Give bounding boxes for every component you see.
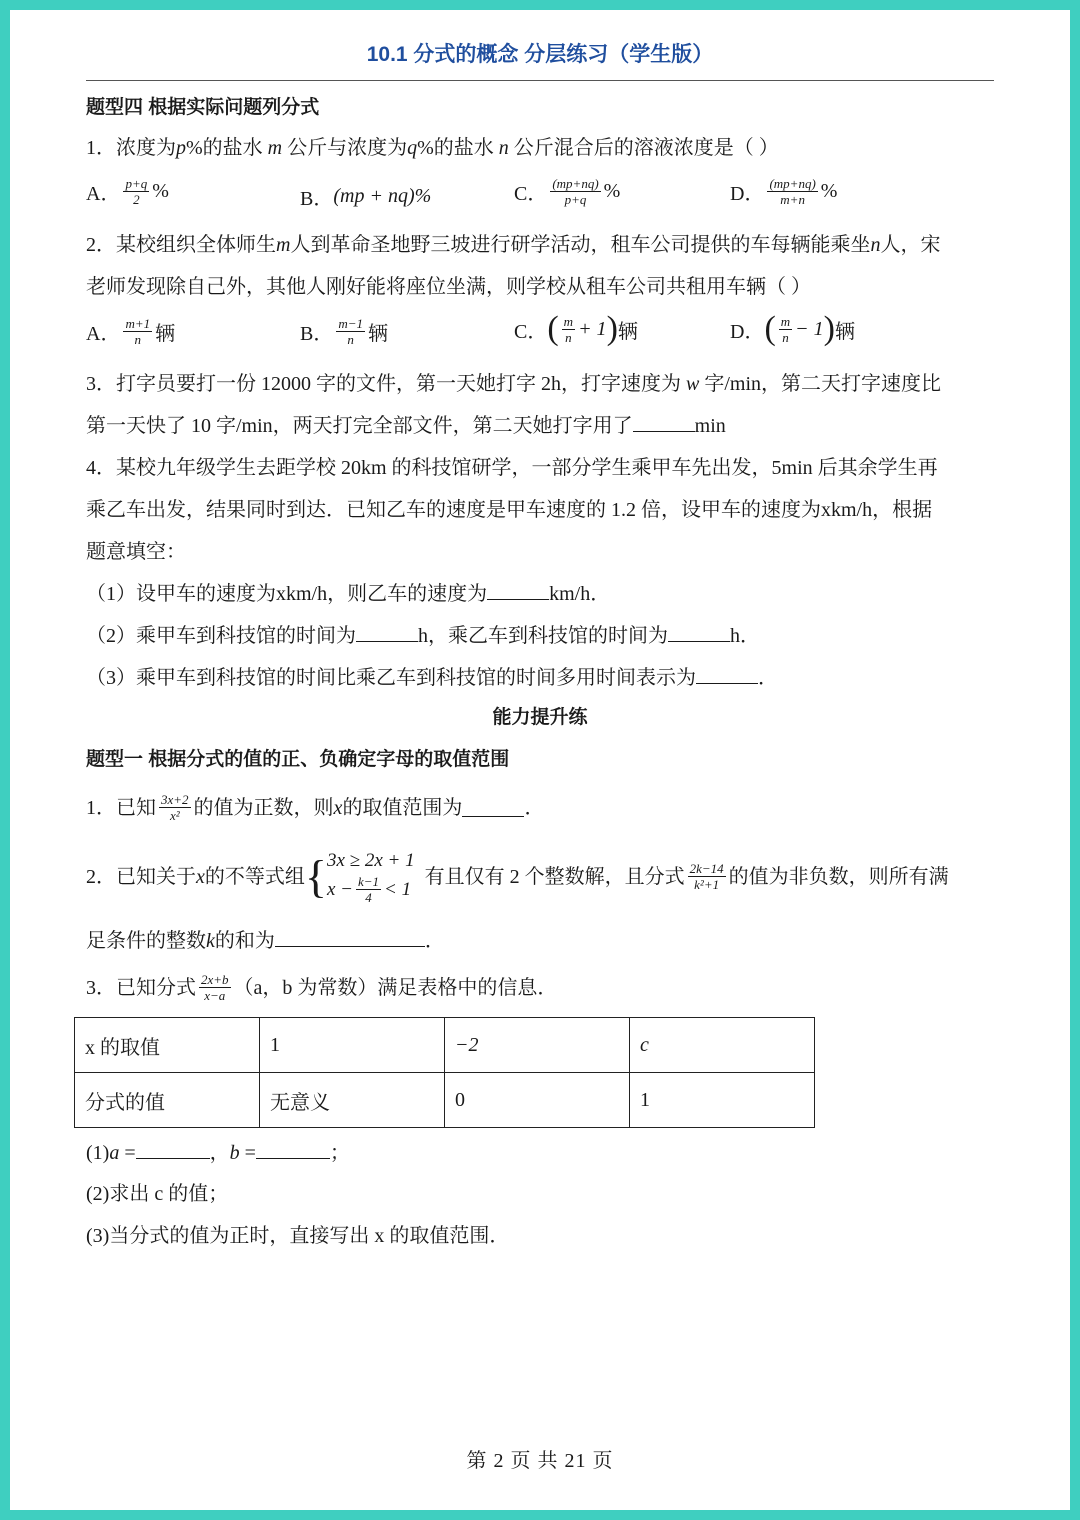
numerator: m−1 [338, 316, 364, 331]
denominator: n [782, 329, 789, 345]
info-table [74, 1017, 815, 1128]
denominator: p+q [564, 192, 587, 207]
numerator: (mp+nq) [769, 176, 816, 191]
option-label: B． [300, 188, 334, 210]
numerator: m+1 [125, 316, 151, 331]
question-4-line-1: 4．某校九年级学生去距学校 20km 的科技馆研学，一部分学生乘甲车先出发，5min 后其余学生再 [86, 457, 938, 479]
q2-text: 人到革命圣地野三坡进行研学活动，租车公司提供的车每辆能乘坐 [290, 234, 871, 256]
q2-text: 2．某校组织全体师生 [86, 234, 276, 256]
sub-text: ； [329, 1142, 350, 1164]
denominator: x−a [204, 988, 226, 1003]
option-label: C． [514, 183, 548, 205]
var-n: n [498, 137, 509, 159]
denominator: n [347, 332, 354, 347]
question-2-line-1 [86, 231, 940, 259]
q-text: 的和为 [214, 930, 275, 952]
sub-text: ． [758, 667, 778, 689]
numerator: (mp+nq) [552, 176, 599, 191]
option-expression: (mp + nq)% [333, 185, 432, 207]
question-4-line-3: 题意填空： [86, 541, 186, 563]
option-label: A． [86, 323, 121, 345]
fraction [550, 176, 600, 207]
sub-text: h，乘乙车到科技馆的时间为 [418, 625, 668, 647]
sub-text: h． [730, 625, 760, 647]
q-text: 2．已知关于 [86, 865, 196, 888]
section-heading: 题型一 根据分式的值的正、负确定字母的取值范围 [86, 749, 510, 770]
brace: { [304, 850, 327, 902]
q-text: 3．已知分式 [86, 976, 196, 999]
q2-option-c[interactable] [514, 312, 638, 346]
table-cell: 0 [445, 1073, 630, 1128]
fraction [123, 316, 152, 347]
option-suffix: 辆 [368, 323, 389, 345]
close-paren: ) [606, 310, 618, 347]
title-divider [86, 80, 994, 81]
ability-question-2-line-1 [86, 848, 949, 905]
numerator: 2k−14 [689, 861, 724, 876]
q3-text: 字/min，第二天打字速度比 [704, 373, 942, 395]
denominator: k²+1 [694, 877, 720, 892]
numerator: 3x+2 [161, 792, 189, 807]
answer-blank[interactable] [696, 665, 758, 684]
table-row [75, 1073, 815, 1128]
open-paren: ( [547, 310, 559, 347]
q-text: 1．已知 [86, 796, 156, 819]
sub-text: （1）设甲车的速度为xkm/h，则乙车的速度为 [86, 583, 488, 605]
option-label: A． [86, 183, 121, 205]
ineq-part: < 1 [384, 878, 412, 900]
ability-question-1 [86, 792, 544, 823]
ability-heading: 能力提升练 [492, 707, 588, 728]
question-4-sub-1 [86, 580, 610, 608]
q1-text: 公斤混合后的溶液浓度是（ ） [513, 137, 779, 159]
ability-question-3-sub-3: (3)当分式的值为正时，直接写出 x 的取值范围． [86, 1225, 510, 1247]
page-footer: 第 2 页 共 21 页 [466, 1450, 614, 1472]
answer-blank[interactable] [136, 1140, 210, 1159]
q1-text: 1．浓度为 [86, 137, 176, 159]
option-label: B． [300, 323, 334, 345]
table-cell: x 的取值 [75, 1018, 260, 1073]
q1-text: %的盐水 [417, 137, 494, 159]
table-cell: 分式的值 [75, 1073, 260, 1128]
operation: − 1 [795, 317, 824, 340]
var-k: k [206, 930, 215, 952]
q2-text: 人，宋 [880, 234, 941, 256]
q1-text: 公斤与浓度为 [287, 137, 408, 159]
var-w: w [686, 373, 700, 395]
option-suffix: 辆 [155, 323, 176, 345]
q3-text: 3．打字员要打一份 12000 字的文件，第一天她打字 2h，打字速度为 [86, 373, 681, 395]
option-label: D． [730, 183, 765, 205]
q1-option-c[interactable] [514, 176, 620, 207]
denominator: m+n [780, 192, 805, 207]
var-p: p [176, 137, 186, 159]
table-cell: 1 [630, 1073, 815, 1128]
var-a: a [109, 1142, 120, 1164]
open-paren: ( [764, 310, 776, 347]
fraction [159, 792, 191, 823]
fraction [688, 861, 726, 892]
fraction [123, 176, 149, 207]
var-n: n [870, 234, 881, 256]
numerator: 2x+b [201, 972, 229, 987]
document-page [10, 10, 1070, 1510]
question-2-line-2: 老师发现除自己外，其他人刚好能将座位坐满，则学校从租车公司共租用车辆（ ） [86, 276, 811, 298]
q-text: 的值为正数，则 [193, 796, 334, 819]
q-text: ． [524, 796, 545, 819]
sub-text: = [119, 1142, 136, 1164]
q2-option-b[interactable] [300, 316, 388, 347]
table-cell: −2 [445, 1018, 630, 1073]
fraction [767, 176, 817, 207]
var-b: b [229, 1142, 240, 1164]
question-4-sub-3 [86, 664, 778, 692]
answer-blank[interactable] [356, 623, 418, 642]
q1-option-a[interactable] [86, 176, 169, 207]
q-text: ． [424, 930, 445, 952]
option-label: C． [514, 320, 548, 343]
option-suffix: 辆 [835, 320, 855, 343]
answer-blank[interactable] [633, 413, 695, 432]
numerator: m [780, 313, 791, 329]
question-4-line-2: 乘乙车出发，结果同时到达．已知乙车的速度是甲车速度的 1.2 倍，设甲车的速度为xkm/h，根据 [86, 499, 933, 521]
numerator: m [563, 313, 574, 329]
answer-blank[interactable] [462, 798, 524, 817]
inequality-1: 3x ≥ 2x + 1 [326, 850, 415, 871]
table-cell: 无意义 [260, 1073, 445, 1128]
fraction [336, 316, 365, 347]
fraction [199, 972, 231, 1003]
q-text: 的值为非负数，则所有满 [728, 865, 949, 888]
option-suffix: 辆 [617, 320, 638, 343]
answer-blank[interactable] [668, 623, 730, 642]
option-suffix: % [152, 180, 169, 202]
q-text: 足条件的整数 [86, 930, 206, 952]
q3-text: min [694, 415, 726, 437]
sub-text: ， [209, 1142, 230, 1164]
option-label: D． [730, 320, 765, 343]
q1-option-b[interactable] [300, 182, 431, 211]
answer-blank[interactable] [256, 1140, 330, 1159]
var-m: m [267, 137, 283, 159]
sub-text: （3）乘甲车到科技馆的时间比乘乙车到科技馆的时间多用时间表示为 [86, 667, 696, 689]
answer-blank[interactable] [275, 928, 425, 947]
option-suffix: % [820, 180, 838, 202]
close-paren: ) [823, 310, 835, 347]
denominator: 4 [365, 890, 372, 905]
inequality-system [327, 848, 415, 905]
q-text: 的不等式组 [204, 865, 305, 888]
denominator: n [134, 332, 142, 347]
ability-question-3 [86, 972, 557, 1003]
page-title: 10.1 分式的概念 分层练习（学生版） [366, 43, 714, 66]
q3-text: 第一天快了 10 字/min，两天打完全部文件，第二天她打字用了 [86, 415, 633, 437]
var-q: q [407, 137, 418, 159]
q2-option-a[interactable] [86, 316, 175, 347]
ability-question-3-sub-1 [86, 1139, 350, 1167]
fraction [356, 874, 381, 905]
denominator: n [565, 329, 572, 345]
question-3-line-2 [86, 412, 726, 440]
ineq-part: x − [326, 878, 353, 900]
table-row [75, 1018, 815, 1073]
answer-blank[interactable] [487, 581, 549, 600]
table-cell: c [630, 1018, 815, 1073]
sub-text: （2）乘甲车到科技馆的时间为 [86, 625, 356, 647]
q1-option-d[interactable] [730, 176, 837, 207]
sub-text: km/h． [549, 583, 611, 605]
operation: + 1 [578, 317, 607, 340]
numerator: p+q [125, 176, 148, 191]
q-text: （a，b 为常数）满足表格中的信息． [233, 976, 558, 999]
q2-option-d[interactable] [730, 312, 855, 346]
inequality-2 [327, 874, 415, 905]
question-4-sub-2 [86, 622, 760, 650]
numerator: k−1 [358, 874, 380, 889]
var-x: x [196, 865, 205, 888]
ability-question-3-sub-2: (2)求出 c 的值； [86, 1183, 229, 1205]
denominator: 2 [133, 192, 140, 207]
q-text: 的取值范围为 [342, 796, 463, 819]
q-text: 有且仅有 2 个整数解，且分式 [424, 865, 685, 888]
fraction [562, 314, 575, 345]
sub-text: = [239, 1142, 256, 1164]
table-cell: 1 [260, 1018, 445, 1073]
section-heading: 题型四 根据实际问题列分式 [86, 97, 320, 118]
var-m: m [276, 234, 291, 256]
var-x: x [333, 796, 343, 819]
ability-question-2-line-2 [86, 927, 445, 955]
question-1 [86, 134, 779, 162]
sub-text: (1) [86, 1142, 110, 1164]
option-suffix: % [603, 180, 621, 202]
q1-text: %的盐水 [186, 137, 263, 159]
question-3-line-1 [86, 370, 941, 398]
fraction [779, 314, 792, 345]
denominator: x² [169, 808, 180, 823]
